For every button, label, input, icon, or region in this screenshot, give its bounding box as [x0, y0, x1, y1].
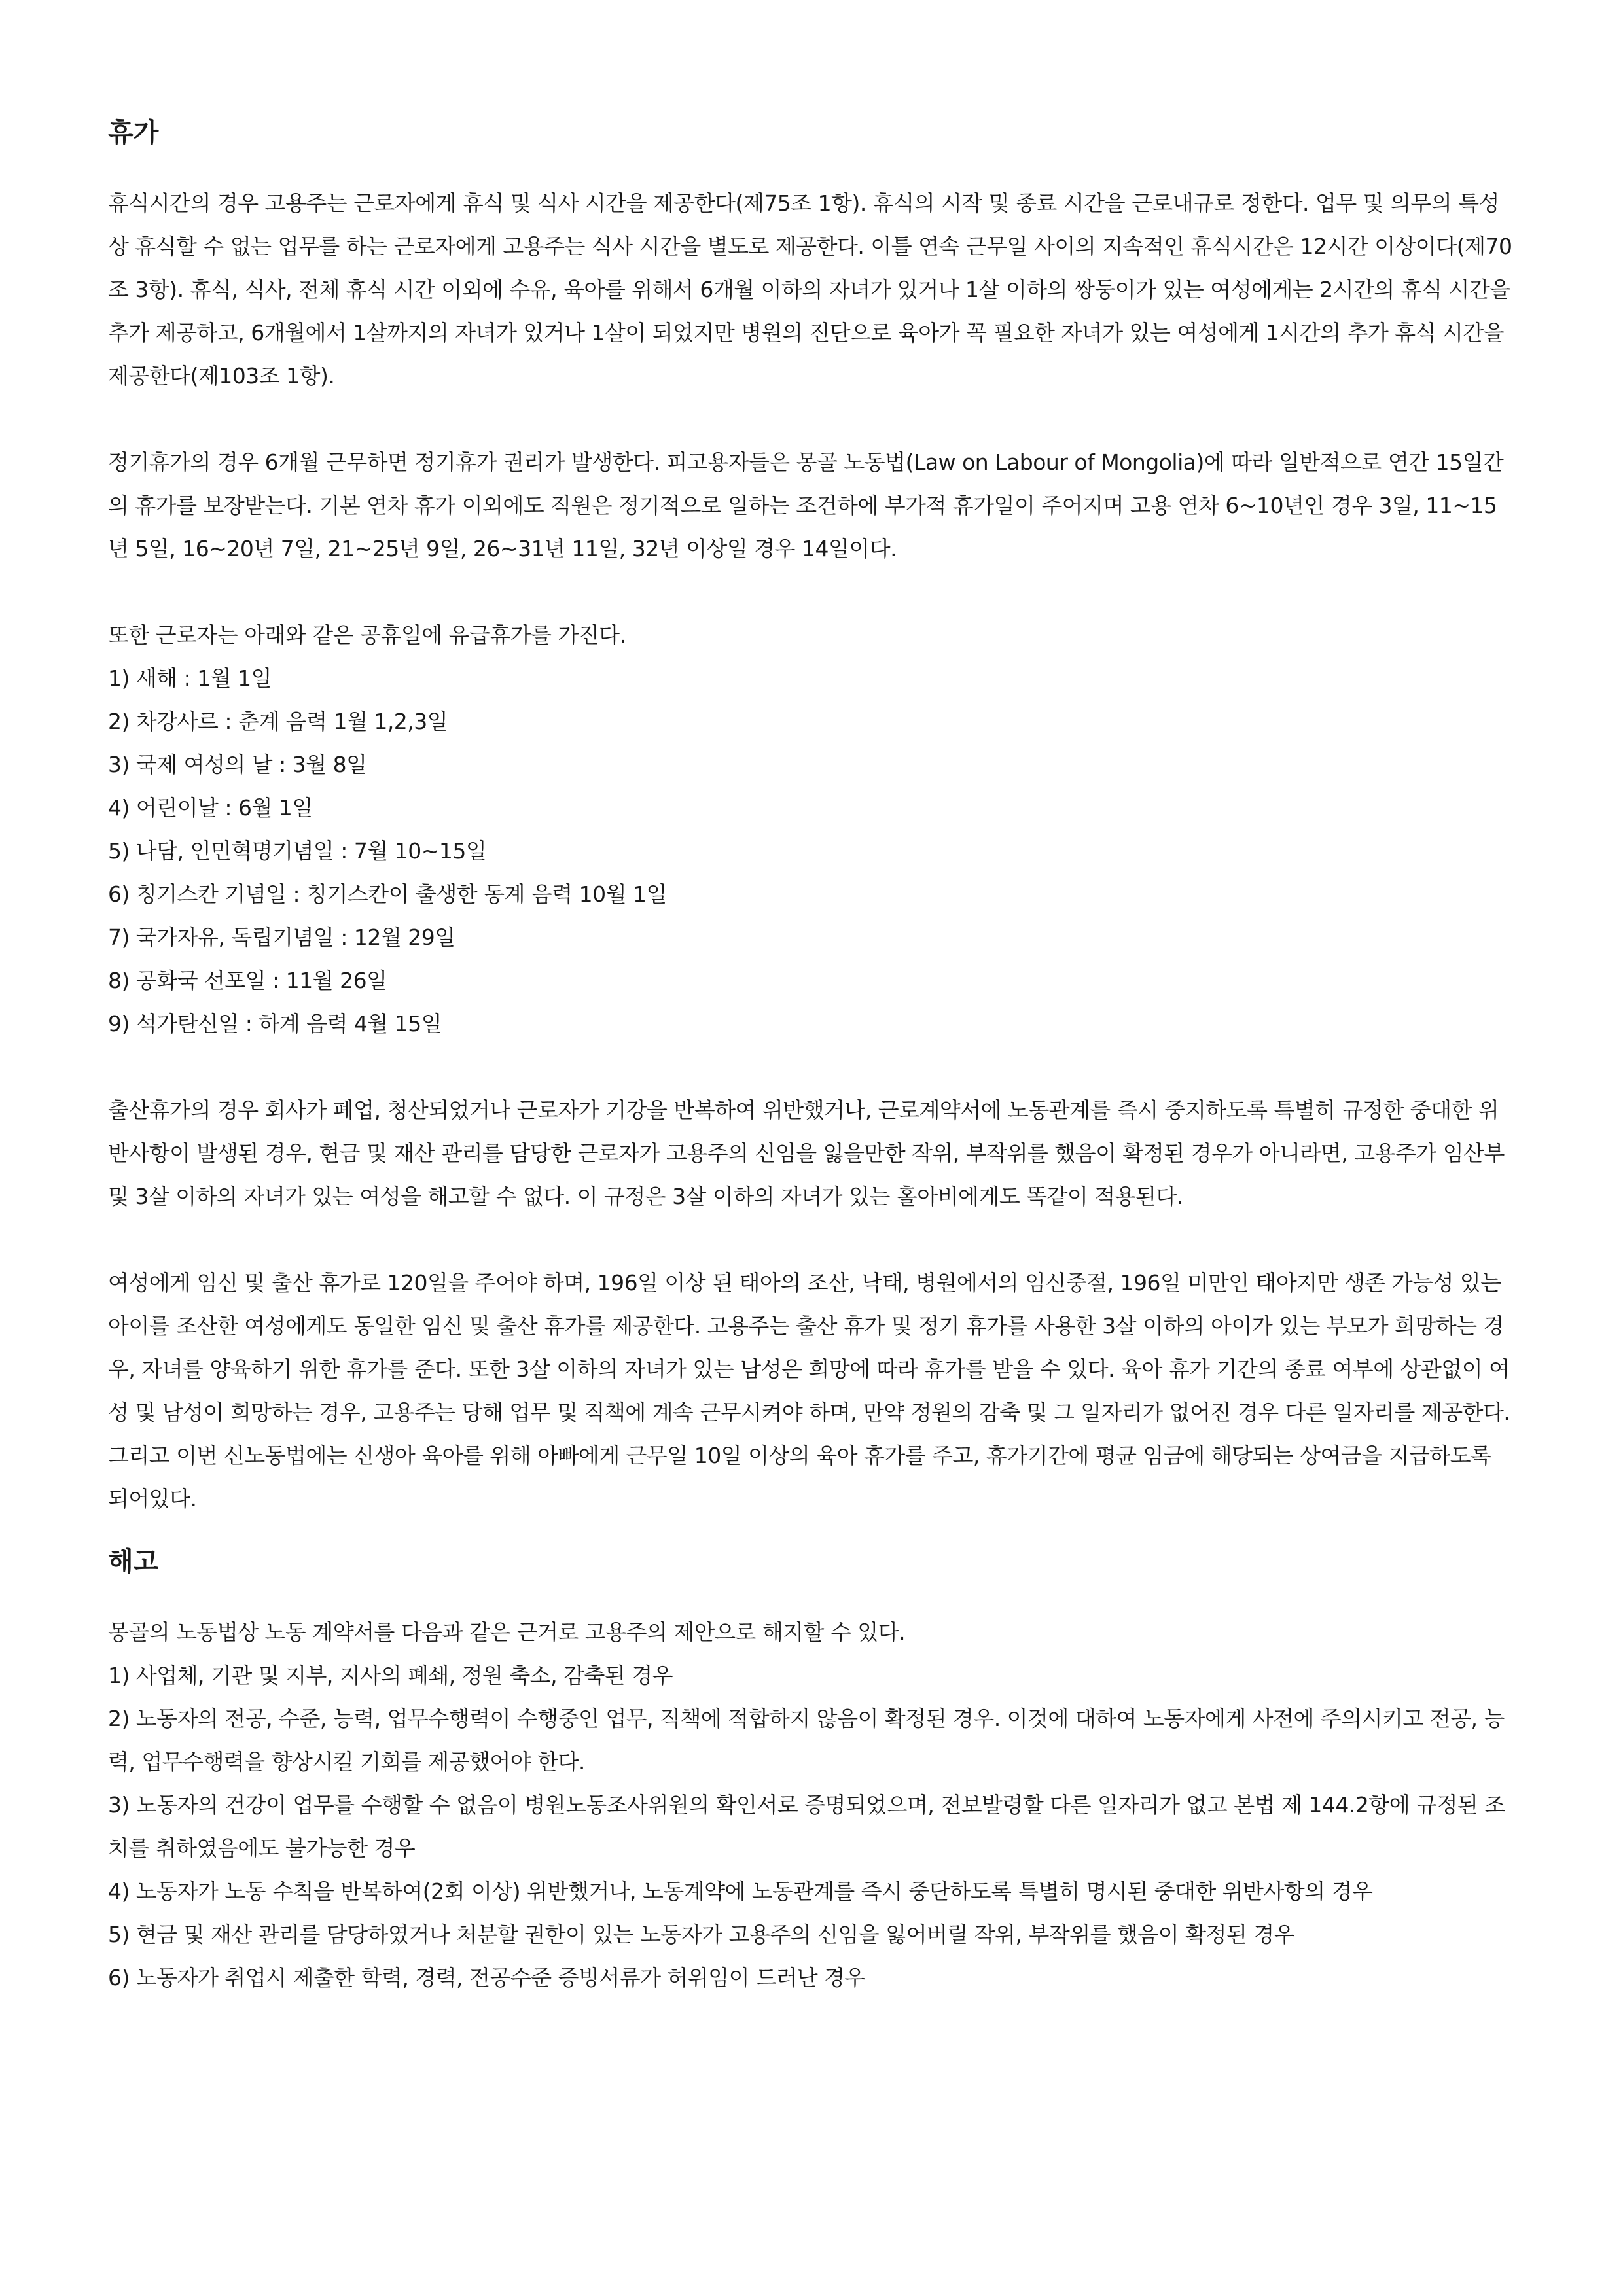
holiday-item: 2) 차강사르 : 춘계 음력 1월 1,2,3일 — [108, 709, 448, 734]
holiday-item: 8) 공화국 선포일 : 11월 26일 — [108, 968, 387, 993]
holiday-item: 3) 국제 여성의 날 : 3월 8일 — [108, 752, 367, 777]
dismissal-item: 6) 노동자가 취업시 제출한 학력, 경력, 전공수준 증빙서류가 허위임이 드러난 경우 — [108, 1965, 865, 1990]
dismissal-item: 2) 노동자의 전공, 수준, 능력, 업무수행력이 수행중인 업무, 직책에 적합하지 않음이 확정된 경우. 이것에 대하여 노동자에게 사전에 주의시키고 전공, 능력, 업무수행력을 향상시킬 기회를 제공했어야 한다. — [108, 1706, 1505, 1775]
paragraph-annual-leave: 정기휴가의 경우 6개월 근무하면 정기휴가 권리가 발생한다. 피고용자들은 몽골 노동법(Law on Labour of Mongolia)에 따라 일반적으로 연간 15일간의 휴가를 보장받는다. 기본 연차 휴가 이외에도 직원은 정기적으로 일하는 조건하에 부가적 휴가일이 주어지며 고용 연차 6~10년인 경우 3일, 11~15년 5일, 16~20년 7일, 21~25년 9일, 26~31년 11일, 32년 이상일 경우 14일이다. — [108, 450, 1504, 561]
holiday-item: 7) 국가자유, 독립기념일 : 12월 29일 — [108, 925, 455, 950]
dismissal-item: 3) 노동자의 건강이 업무를 수행할 수 없음이 병원노동조사위원의 확인서로 증명되었으며, 전보발령할 다른 일자리가 없고 본법 제 144.2항에 규정된 조치를 취하였음에도 불가능한 경우 — [108, 1792, 1505, 1861]
dismissal-item: 4) 노동자가 노동 수칙을 반복하여(2회 이상) 위반했거나, 노동계약에 노동관계를 즉시 중단하도록 특별히 명시된 중대한 위반사항의 경우 — [108, 1879, 1373, 1904]
dismissal-list — [108, 1654, 1515, 2000]
dismissal-item: 1) 사업체, 기관 및 지부, 지사의 폐쇄, 정원 축소, 감축된 경우 — [108, 1663, 673, 1688]
holiday-item: 6) 칭기스칸 기념일 : 칭기스칸이 출생한 동계 음력 10월 1일 — [108, 881, 667, 907]
holiday-item: 9) 석가탄신일 : 하계 음력 4월 15일 — [108, 1011, 442, 1036]
paragraph-rest-time: 휴식시간의 경우 고용주는 근로자에게 휴식 및 식사 시간을 제공한다(제75조 1항). 휴식의 시작 및 종료 시간을 근로내규로 정한다. 업무 및 의무의 특성상 휴식할 수 없는 업무를 하는 근로자에게 고용주는 식사 시간을 별도로 제공한다. 이틀 연속 근무일 사이의 지속적인 휴식시간은 12시간 이상이다(제70조 3항). 휴식, 식사, 전체 휴식 시간 이외에 수유, 육아를 위해서 6개월 이하의 자녀가 있거나 1살 이하의 쌍둥이가 있는 여성에게는 2시간의 휴식 시간을 추가 제공하고, 6개월에서 1살까지의 자녀가 있거나 1살이 되었지만 병원의 진단으로 육아가 꼭 필요한 자녀가 있는 여성에게 1시간의 추가 휴식 시간을 제공한다(제103조 1항). — [108, 190, 1512, 389]
holiday-item: 5) 나담, 인민혁명기념일 : 7월 10~15일 — [108, 838, 487, 864]
paragraph-maternity-dismissal: 출산휴가의 경우 회사가 폐업, 청산되었거나 근로자가 기강을 반복하여 위반했거나, 근로계약서에 노동관계를 즉시 중지하도록 특별히 규정한 중대한 위반사항이 발생된 경우, 현금 및 재산 관리를 담당한 근로자가 고용주의 신임을 잃을만한 작위, 부작위를 했음이 확정된 경우가 아니라면, 고용주가 임산부 및 3살 이하의 자녀가 있는 여성을 해고할 수 없다. 이 규정은 3살 이하의 자녀가 있는 홀아비에게도 똑같이 적용된다. — [108, 1097, 1505, 1209]
dismissal-intro: 몽골의 노동법상 노동 계약서를 다음과 같은 근거로 고용주의 제안으로 해지할 수 있다. — [108, 1619, 906, 1645]
dismissal-item: 5) 현금 및 재산 관리를 담당하였거나 처분할 권한이 있는 노동자가 고용주의 신임을 잃어버릴 작위, 부작위를 했음이 확정된 경우 — [108, 1922, 1294, 1947]
section-heading-vacation: 휴가 — [108, 118, 159, 148]
holiday-item: 4) 어린이날 : 6월 1일 — [108, 795, 313, 821]
holiday-item: 1) 새해 : 1월 1일 — [108, 665, 272, 691]
holidays-intro: 또한 근로자는 아래와 같은 공휴일에 유급휴가를 가진다. — [108, 622, 626, 648]
paragraph-maternity-leave: 여성에게 임신 및 출산 휴가로 120일을 주어야 하며, 196일 이상 된 태아의 조산, 낙태, 병원에서의 임신중절, 196일 미만인 태아지만 생존 가능성 있는 아이를 조산한 여성에게도 동일한 임신 및 출산 휴가를 제공한다. 고용주는 출산 휴가 및 정기 휴가를 사용한 3살 이하의 아이가 있는 부모가 희망하는 경우, 자녀를 양육하기 위한 휴가를 준다. 또한 3살 이하의 자녀가 있는 남성은 희망에 따라 휴가를 받을 수 있다. 육아 휴가 기간의 종료 여부에 상관없이 여성 및 남성이 희망하는 경우, 고용주는 당해 업무 및 직책에 계속 근무시켜야 하며, 만약 정원의 감축 및 그 일자리가 없어진 경우 다른 일자리를 제공한다. 그리고 이번 신노동법에는 신생아 육아를 위해 아빠에게 근무일 10일 이상의 육아 휴가를 주고, 휴가기간에 평균 임금에 해당되는 상여금을 지급하도록 되어있다. — [108, 1270, 1510, 1511]
section-heading-dismissal: 해고 — [108, 1547, 159, 1577]
holiday-list — [108, 657, 1515, 1046]
